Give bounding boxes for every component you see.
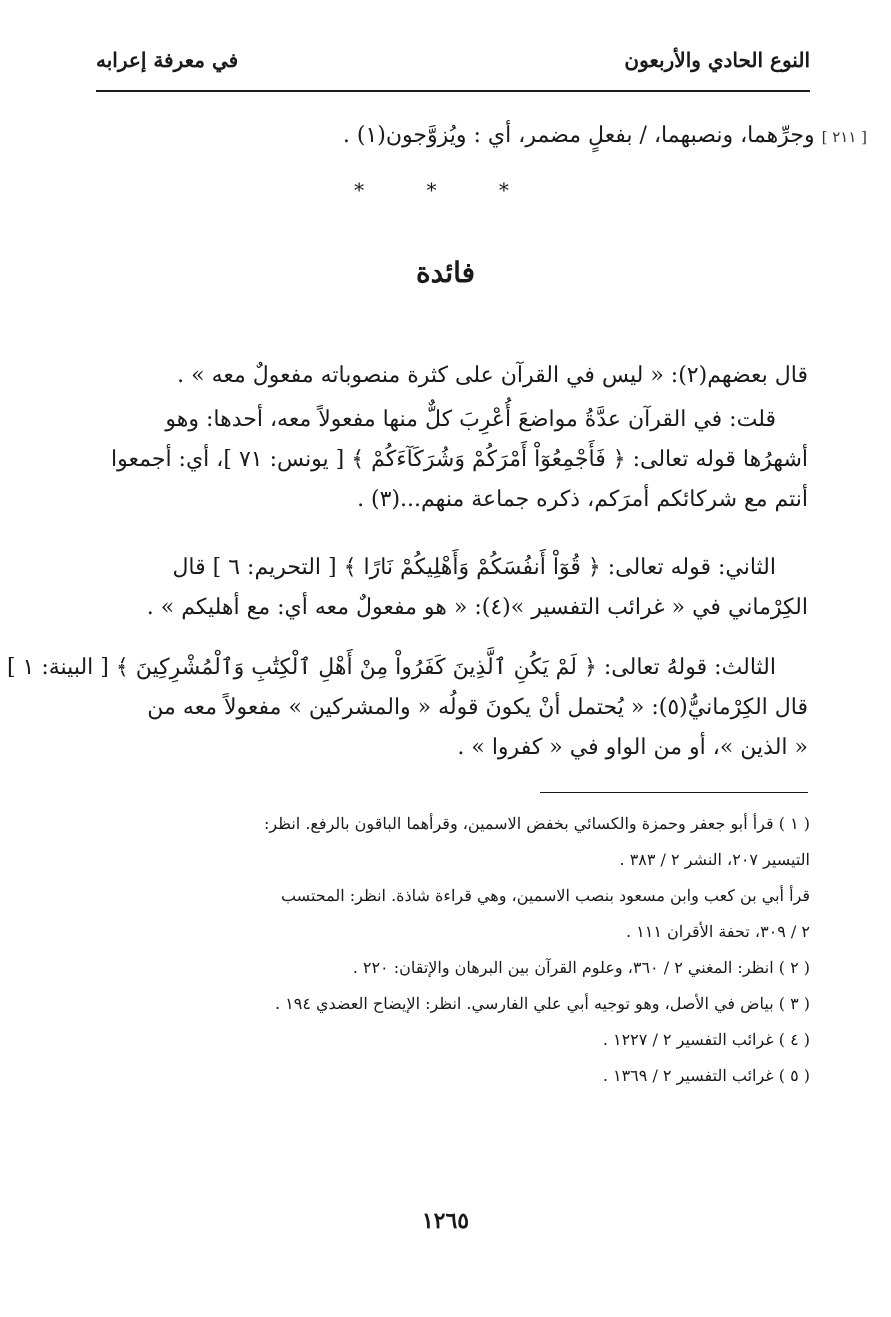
paragraph-line: أنتم مع شركائكم أمرَكم، ذكره جماعة منهم...(٣) .	[357, 487, 808, 512]
paragraph-1	[96, 356, 808, 396]
footnote-4	[90, 1022, 810, 1058]
footnote-line: ( ١ ) قرأ أبو جعفر وحمزة والكسائي بخفض الاسمين، وقرأهما الباقون بالرفع. انظر:	[263, 814, 810, 833]
paragraph-line: قال الكِرْمانيُّ(٥): « يُحتمل أنْ يكونَ قولُه « والمشركين » مفعولاً معه من	[147, 695, 808, 720]
paragraph-line: الثاني: قوله تعالى: ﴿ قُوٓاْ أَنفُسَكُمْ وَأَهْلِيكُمْ نَارًا ﴾ [ التحريم: ٦ ] قال	[172, 555, 776, 580]
section-heading: فائدة	[415, 256, 476, 289]
manuscript-reference: [ ٢١١ ]	[821, 128, 867, 146]
footnote-rule	[540, 792, 808, 793]
section-separator: * * *	[354, 178, 537, 202]
paragraph-line: قال بعضهم(٢): « ليس في القرآن على كثرة منصوباته مفعولٌ معه » .	[177, 363, 808, 388]
footnote-3	[90, 986, 810, 1022]
footnote-line: ( ٤ ) غرائب التفسير ٢ / ١٢٢٧ .	[602, 1030, 810, 1049]
footnote-5	[90, 1058, 810, 1094]
footnote-1	[90, 806, 810, 878]
running-header	[96, 46, 810, 74]
section-title: في معرفة إعرابه	[96, 48, 239, 72]
page-number: ١٢٦٥	[421, 1208, 470, 1234]
footnote-line: ( ٢ ) انظر: المغني ٢ / ٣٦٠، وعلوم القرآن بين البرهان والإتقان: ٢٢٠ .	[352, 958, 810, 977]
paragraph-line: الكِرْماني في « غرائب التفسير »(٤): « هو مفعولٌ معه أي: مع أهليكم » .	[146, 595, 808, 620]
header-rule	[96, 90, 810, 92]
footnote-2	[90, 950, 810, 986]
footnotes	[90, 806, 810, 1094]
footnote-line: ( ٥ ) غرائب التفسير ٢ / ١٣٦٩ .	[602, 1066, 810, 1085]
footnote-line: التيسير ٢٠٧، النشر ٢ / ٣٨٣ .	[619, 850, 810, 869]
paragraph-line: الثالث: قولهُ تعالى: ﴿ لَمْ يَكُنِ ٱلَّذِينَ كَفَرُواْ مِنْ أَهْلِ ٱلْكِتَٰبِ وَٱلْمُشْرِكِينَ ﴾ [ البينة: ١ ]	[6, 655, 776, 680]
paragraph-line: أشهرُها قوله تعالى: ﴿ فَأَجْمِعُوٓاْ أَمْرَكُمْ وَشُرَكَآءَكُمْ ﴾ [ يونس: ٧١ ]، أي: أجمعوا	[111, 447, 808, 472]
paragraph-line: قلت: في القرآن عدَّةُ مواضعَ أُعْرِبَ كلٌّ منها مفعولاً معه، أحدها: وهو	[165, 407, 776, 432]
paragraph-4	[6, 648, 808, 768]
paragraph-line: « الذين »، أو من الواو في « كفروا » .	[457, 735, 808, 760]
paragraph-2	[96, 400, 808, 520]
chapter-title: النوع الحادي والأربعون	[624, 48, 810, 72]
paragraph-3	[96, 548, 808, 628]
footnote-line: ٢ / ٣٠٩، تحفة الأقران ١١١ .	[625, 922, 810, 941]
footnote-line: ( ٣ ) بياض في الأصل، وهو توجيه أبي علي الفارسي. انظر: الإيضاح العضدي ١٩٤ .	[274, 994, 810, 1013]
continuation-line	[343, 116, 867, 157]
footnote-line: قرأ أبي بن كعب وابن مسعود بنصب الاسمين، وهي قراءة شاذة. انظر: المحتسب	[280, 886, 810, 905]
footnote-1-continued	[90, 878, 810, 950]
continuation-text: وجرِّهما، ونصبهما، / بفعلٍ مضمر، أي : ويُزوَّجون(١) .	[342, 123, 815, 148]
